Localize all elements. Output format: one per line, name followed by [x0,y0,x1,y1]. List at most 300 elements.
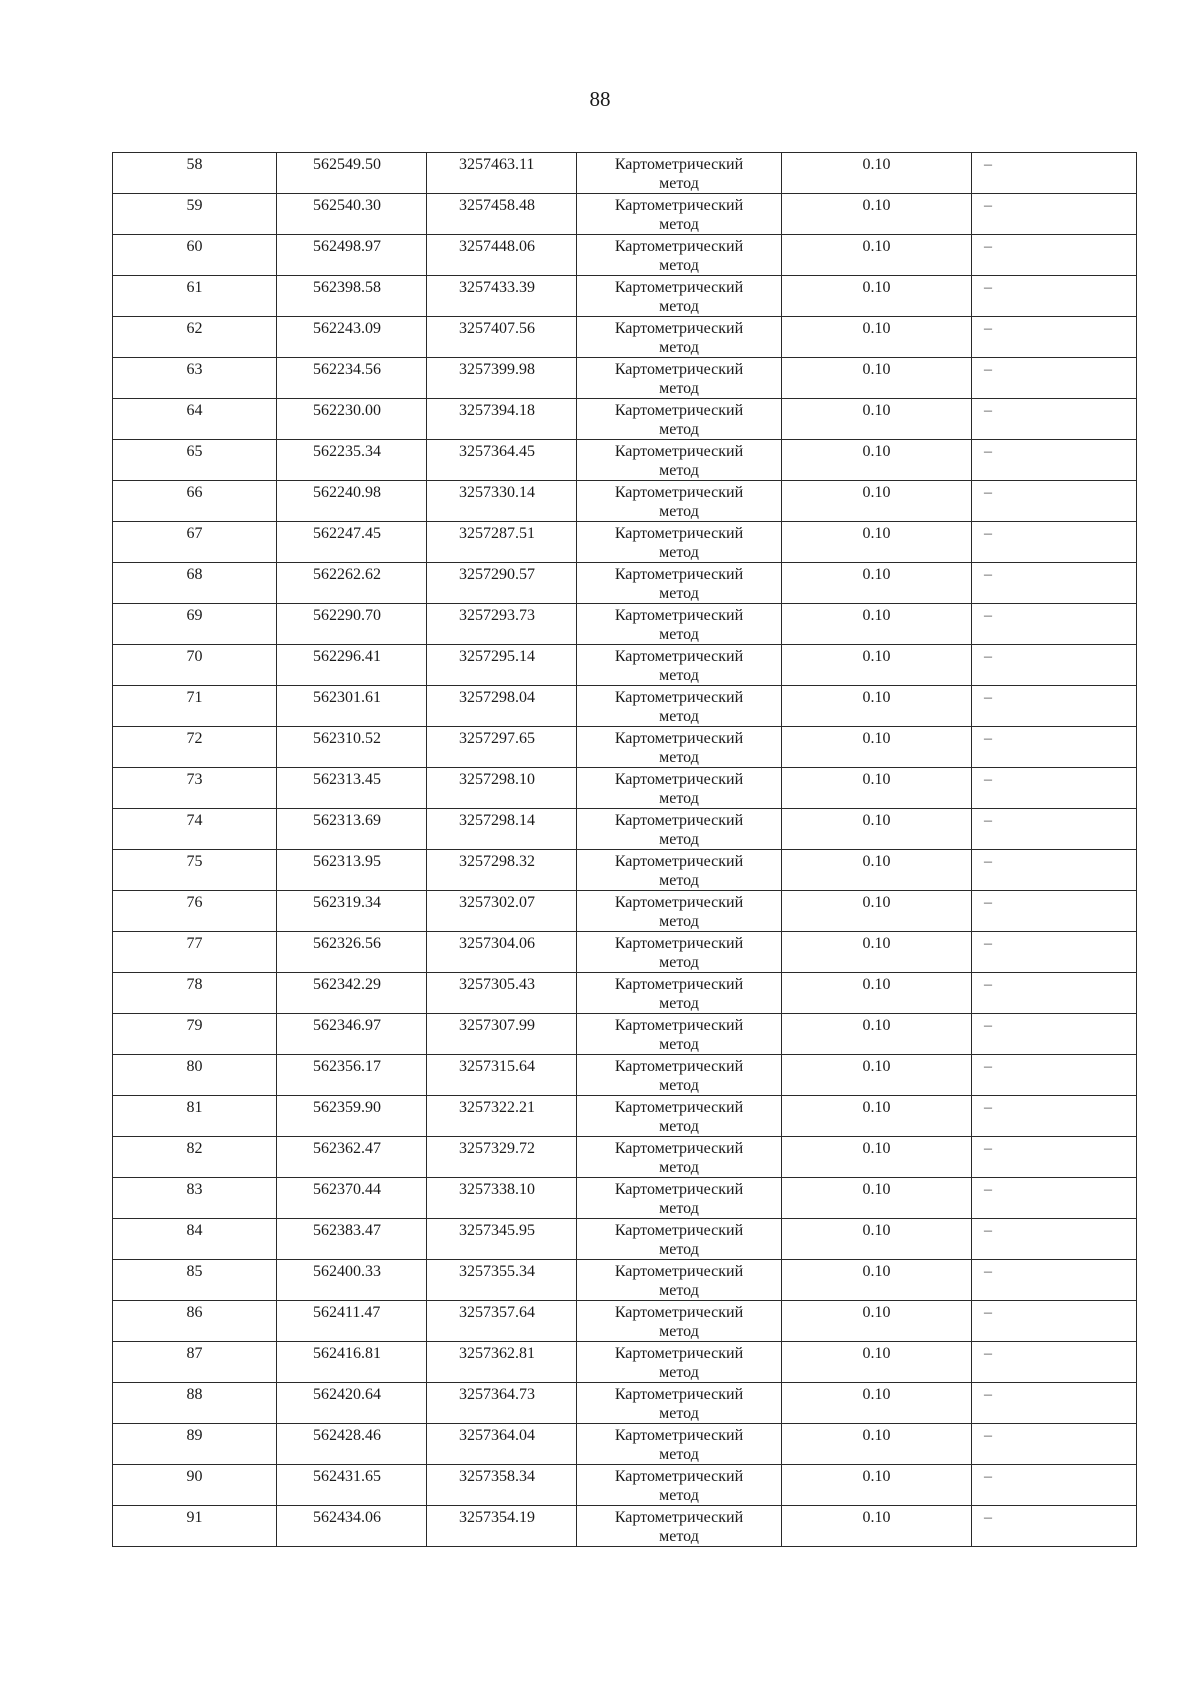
point-number-cell: 77 [113,932,277,973]
point-number-cell: 69 [113,604,277,645]
y-coordinate-cell: 3257354.19 [427,1506,577,1547]
note-cell: – [972,850,1137,891]
point-number-cell: 70 [113,645,277,686]
y-coordinate-cell: 3257315.64 [427,1055,577,1096]
note-cell: – [972,891,1137,932]
method-line-2: метод [659,585,699,602]
method-cell [577,891,782,932]
method-cell [577,768,782,809]
method-cell [577,153,782,194]
method-line-1: Картометрический [614,566,744,583]
note-cell: – [972,358,1137,399]
x-coordinate-cell: 562411.47 [277,1301,427,1342]
point-number-cell: 65 [113,440,277,481]
accuracy-cell: 0.10 [782,1342,972,1383]
method-line-2: метод [659,1118,699,1135]
note-cell: – [972,481,1137,522]
y-coordinate-cell: 3257298.14 [427,809,577,850]
point-number-cell: 67 [113,522,277,563]
accuracy-cell: 0.10 [782,850,972,891]
accuracy-cell: 0.10 [782,809,972,850]
table-row [113,1424,1137,1465]
note-cell: – [972,1506,1137,1547]
method-cell [577,973,782,1014]
point-number-cell: 91 [113,1506,277,1547]
method-cell [577,1178,782,1219]
y-coordinate-cell: 3257463.11 [427,153,577,194]
note-cell: – [972,809,1137,850]
point-number-cell: 89 [113,1424,277,1465]
method-line-2: метод [659,298,699,315]
note-cell: – [972,932,1137,973]
method-cell [577,481,782,522]
note-cell: – [972,1014,1137,1055]
method-cell [577,604,782,645]
note-cell: – [972,153,1137,194]
method-cell [577,1219,782,1260]
method-line-2: метод [659,954,699,971]
x-coordinate-cell: 562301.61 [277,686,427,727]
x-coordinate-cell: 562326.56 [277,932,427,973]
accuracy-cell: 0.10 [782,481,972,522]
accuracy-cell: 0.10 [782,317,972,358]
method-cell [577,522,782,563]
accuracy-cell: 0.10 [782,645,972,686]
method-cell [577,440,782,481]
x-coordinate-cell: 562235.34 [277,440,427,481]
method-cell [577,1014,782,1055]
method-line-2: метод [659,790,699,807]
method-line-2: метод [659,1323,699,1340]
method-line-2: метод [659,708,699,725]
method-line-2: метод [659,339,699,356]
method-line-1: Картометрический [614,771,744,788]
point-number-cell: 68 [113,563,277,604]
method-line-2: метод [659,872,699,889]
y-coordinate-cell: 3257287.51 [427,522,577,563]
method-line-1: Картометрический [614,156,744,173]
method-line-2: метод [659,503,699,520]
y-coordinate-cell: 3257364.45 [427,440,577,481]
method-line-2: метод [659,1405,699,1422]
accuracy-cell: 0.10 [782,358,972,399]
method-line-2: метод [659,995,699,1012]
accuracy-cell: 0.10 [782,153,972,194]
table-row [113,604,1137,645]
y-coordinate-cell: 3257355.34 [427,1260,577,1301]
method-cell [577,1096,782,1137]
method-line-2: метод [659,257,699,274]
x-coordinate-cell: 562310.52 [277,727,427,768]
point-number-cell: 72 [113,727,277,768]
table-row [113,563,1137,604]
accuracy-cell: 0.10 [782,399,972,440]
method-line-1: Картометрический [614,443,744,460]
method-line-2: метод [659,421,699,438]
y-coordinate-cell: 3257338.10 [427,1178,577,1219]
y-coordinate-cell: 3257329.72 [427,1137,577,1178]
method-cell [577,1055,782,1096]
y-coordinate-cell: 3257362.81 [427,1342,577,1383]
x-coordinate-cell: 562234.56 [277,358,427,399]
y-coordinate-cell: 3257305.43 [427,973,577,1014]
method-line-1: Картометрический [614,402,744,419]
table-row [113,153,1137,194]
method-line-1: Картометрический [614,197,744,214]
x-coordinate-cell: 562549.50 [277,153,427,194]
x-coordinate-cell: 562400.33 [277,1260,427,1301]
method-cell [577,563,782,604]
x-coordinate-cell: 562346.97 [277,1014,427,1055]
note-cell: – [972,973,1137,1014]
note-cell: – [972,1342,1137,1383]
x-coordinate-cell: 562319.34 [277,891,427,932]
point-number-cell: 74 [113,809,277,850]
method-line-1: Картометрический [614,607,744,624]
x-coordinate-cell: 562313.45 [277,768,427,809]
y-coordinate-cell: 3257358.34 [427,1465,577,1506]
x-coordinate-cell: 562383.47 [277,1219,427,1260]
accuracy-cell: 0.10 [782,1383,972,1424]
x-coordinate-cell: 562313.69 [277,809,427,850]
point-number-cell: 60 [113,235,277,276]
accuracy-cell: 0.10 [782,686,972,727]
method-cell [577,1342,782,1383]
y-coordinate-cell: 3257364.04 [427,1424,577,1465]
method-line-1: Картометрический [614,812,744,829]
point-number-cell: 61 [113,276,277,317]
note-cell: – [972,1383,1137,1424]
table-row [113,1096,1137,1137]
x-coordinate-cell: 562420.64 [277,1383,427,1424]
y-coordinate-cell: 3257297.65 [427,727,577,768]
point-number-cell: 66 [113,481,277,522]
table-row [113,1383,1137,1424]
note-cell: – [972,1137,1137,1178]
method-line-2: метод [659,462,699,479]
y-coordinate-cell: 3257290.57 [427,563,577,604]
method-line-1: Картометрический [614,1468,744,1485]
note-cell: – [972,604,1137,645]
method-line-2: метод [659,380,699,397]
method-cell [577,235,782,276]
x-coordinate-cell: 562434.06 [277,1506,427,1547]
note-cell: – [972,1178,1137,1219]
point-number-cell: 62 [113,317,277,358]
accuracy-cell: 0.10 [782,276,972,317]
method-line-1: Картометрический [614,1058,744,1075]
method-cell [577,727,782,768]
y-coordinate-cell: 3257295.14 [427,645,577,686]
note-cell: – [972,727,1137,768]
note-cell: – [972,1424,1137,1465]
table-row [113,1137,1137,1178]
note-cell: – [972,399,1137,440]
table-row [113,809,1137,850]
method-cell [577,932,782,973]
method-cell [577,850,782,891]
method-line-2: метод [659,1200,699,1217]
method-line-1: Картометрический [614,1509,744,1526]
point-number-cell: 78 [113,973,277,1014]
x-coordinate-cell: 562290.70 [277,604,427,645]
method-cell [577,1383,782,1424]
method-line-2: метод [659,1528,699,1545]
table-row [113,1014,1137,1055]
table-row [113,973,1137,1014]
note-cell: – [972,194,1137,235]
accuracy-cell: 0.10 [782,194,972,235]
method-line-2: метод [659,1241,699,1258]
method-line-1: Картометрический [614,935,744,952]
point-number-cell: 71 [113,686,277,727]
accuracy-cell: 0.10 [782,1178,972,1219]
x-coordinate-cell: 562398.58 [277,276,427,317]
y-coordinate-cell: 3257298.10 [427,768,577,809]
y-coordinate-cell: 3257433.39 [427,276,577,317]
method-line-1: Картометрический [614,1099,744,1116]
table-row [113,235,1137,276]
table-row [113,522,1137,563]
y-coordinate-cell: 3257304.06 [427,932,577,973]
method-line-2: метод [659,175,699,192]
method-cell [577,1301,782,1342]
table-row [113,768,1137,809]
point-number-cell: 79 [113,1014,277,1055]
y-coordinate-cell: 3257298.04 [427,686,577,727]
method-line-2: метод [659,216,699,233]
table-row [113,891,1137,932]
accuracy-cell: 0.10 [782,1219,972,1260]
note-cell: – [972,522,1137,563]
method-cell [577,1465,782,1506]
table-row [113,399,1137,440]
x-coordinate-cell: 562498.97 [277,235,427,276]
y-coordinate-cell: 3257293.73 [427,604,577,645]
accuracy-cell: 0.10 [782,768,972,809]
method-cell [577,1260,782,1301]
method-line-2: метод [659,1487,699,1504]
method-line-1: Картометрический [614,1386,744,1403]
table-row [113,358,1137,399]
method-line-2: метод [659,626,699,643]
note-cell: – [972,1096,1137,1137]
accuracy-cell: 0.10 [782,1055,972,1096]
point-number-cell: 58 [113,153,277,194]
note-cell: – [972,1055,1137,1096]
table-row [113,1178,1137,1219]
y-coordinate-cell: 3257357.64 [427,1301,577,1342]
point-number-cell: 82 [113,1137,277,1178]
note-cell: – [972,645,1137,686]
method-line-1: Картометрический [614,1304,744,1321]
method-line-1: Картометрический [614,1345,744,1362]
table-row [113,686,1137,727]
y-coordinate-cell: 3257330.14 [427,481,577,522]
note-cell: – [972,768,1137,809]
method-line-1: Картометрический [614,1263,744,1280]
point-number-cell: 86 [113,1301,277,1342]
note-cell: – [972,1260,1137,1301]
method-line-1: Картометрический [614,689,744,706]
method-line-1: Картометрический [614,894,744,911]
point-number-cell: 87 [113,1342,277,1383]
table-row [113,932,1137,973]
method-line-2: метод [659,831,699,848]
accuracy-cell: 0.10 [782,1424,972,1465]
point-number-cell: 84 [113,1219,277,1260]
x-coordinate-cell: 562313.95 [277,850,427,891]
accuracy-cell: 0.10 [782,1301,972,1342]
method-line-2: метод [659,1446,699,1463]
y-coordinate-cell: 3257322.21 [427,1096,577,1137]
accuracy-cell: 0.10 [782,973,972,1014]
point-number-cell: 80 [113,1055,277,1096]
accuracy-cell: 0.10 [782,604,972,645]
y-coordinate-cell: 3257448.06 [427,235,577,276]
x-coordinate-cell: 562243.09 [277,317,427,358]
method-line-1: Картометрический [614,1181,744,1198]
accuracy-cell: 0.10 [782,1506,972,1547]
method-line-2: метод [659,1159,699,1176]
table-row [113,850,1137,891]
note-cell: – [972,317,1137,358]
method-line-1: Картометрический [614,1222,744,1239]
table-row [113,727,1137,768]
point-number-cell: 83 [113,1178,277,1219]
table-row [113,1055,1137,1096]
point-number-cell: 64 [113,399,277,440]
note-cell: – [972,686,1137,727]
method-line-1: Картометрический [614,1017,744,1034]
point-number-cell: 73 [113,768,277,809]
y-coordinate-cell: 3257407.56 [427,317,577,358]
x-coordinate-cell: 562356.17 [277,1055,427,1096]
table-row [113,276,1137,317]
x-coordinate-cell: 562342.29 [277,973,427,1014]
table-row [113,1506,1137,1547]
method-line-2: метод [659,1364,699,1381]
x-coordinate-cell: 562240.98 [277,481,427,522]
y-coordinate-cell: 3257298.32 [427,850,577,891]
x-coordinate-cell: 562431.65 [277,1465,427,1506]
method-line-2: метод [659,913,699,930]
note-cell: – [972,276,1137,317]
note-cell: – [972,1301,1137,1342]
method-cell [577,399,782,440]
x-coordinate-cell: 562230.00 [277,399,427,440]
method-cell [577,645,782,686]
table-row [113,194,1137,235]
table-row [113,1260,1137,1301]
method-line-1: Картометрический [614,976,744,993]
table-body [113,153,1137,1547]
table-row [113,645,1137,686]
method-cell [577,276,782,317]
x-coordinate-cell: 562359.90 [277,1096,427,1137]
method-line-1: Картометрический [614,730,744,747]
page-number: 88 [589,87,611,111]
y-coordinate-cell: 3257458.48 [427,194,577,235]
y-coordinate-cell: 3257364.73 [427,1383,577,1424]
method-line-2: метод [659,544,699,561]
point-number-cell: 76 [113,891,277,932]
x-coordinate-cell: 562296.41 [277,645,427,686]
method-line-2: метод [659,1077,699,1094]
table-row [113,317,1137,358]
table-row [113,1301,1137,1342]
table-row [113,440,1137,481]
accuracy-cell: 0.10 [782,440,972,481]
method-cell [577,194,782,235]
point-number-cell: 90 [113,1465,277,1506]
accuracy-cell: 0.10 [782,1014,972,1055]
method-line-1: Картометрический [614,320,744,337]
y-coordinate-cell: 3257394.18 [427,399,577,440]
point-number-cell: 59 [113,194,277,235]
table-row [113,1219,1137,1260]
table-row [113,481,1137,522]
accuracy-cell: 0.10 [782,1465,972,1506]
note-cell: – [972,1219,1137,1260]
accuracy-cell: 0.10 [782,1137,972,1178]
method-cell [577,1137,782,1178]
table-row [113,1342,1137,1383]
method-line-1: Картометрический [614,238,744,255]
x-coordinate-cell: 562370.44 [277,1178,427,1219]
method-line-2: метод [659,667,699,684]
method-line-1: Картометрический [614,853,744,870]
accuracy-cell: 0.10 [782,522,972,563]
method-line-1: Картометрический [614,279,744,296]
method-cell [577,1424,782,1465]
method-line-2: метод [659,1282,699,1299]
accuracy-cell: 0.10 [782,1096,972,1137]
y-coordinate-cell: 3257307.99 [427,1014,577,1055]
y-coordinate-cell: 3257345.95 [427,1219,577,1260]
accuracy-cell: 0.10 [782,563,972,604]
method-line-1: Картометрический [614,1140,744,1157]
point-number-cell: 63 [113,358,277,399]
x-coordinate-cell: 562540.30 [277,194,427,235]
point-number-cell: 75 [113,850,277,891]
method-line-1: Картометрический [614,525,744,542]
accuracy-cell: 0.10 [782,235,972,276]
method-line-1: Картометрический [614,484,744,501]
x-coordinate-cell: 562247.45 [277,522,427,563]
method-line-2: метод [659,1036,699,1053]
accuracy-cell: 0.10 [782,932,972,973]
method-line-1: Картометрический [614,361,744,378]
note-cell: – [972,235,1137,276]
method-line-1: Картометрический [614,1427,744,1444]
point-number-cell: 81 [113,1096,277,1137]
y-coordinate-cell: 3257302.07 [427,891,577,932]
x-coordinate-cell: 562428.46 [277,1424,427,1465]
method-cell [577,358,782,399]
x-coordinate-cell: 562262.62 [277,563,427,604]
method-line-2: метод [659,749,699,766]
table-row [113,1465,1137,1506]
method-cell [577,1506,782,1547]
method-cell [577,809,782,850]
y-coordinate-cell: 3257399.98 [427,358,577,399]
point-number-cell: 85 [113,1260,277,1301]
note-cell: – [972,1465,1137,1506]
accuracy-cell: 0.10 [782,891,972,932]
accuracy-cell: 0.10 [782,1260,972,1301]
point-number-cell: 88 [113,1383,277,1424]
